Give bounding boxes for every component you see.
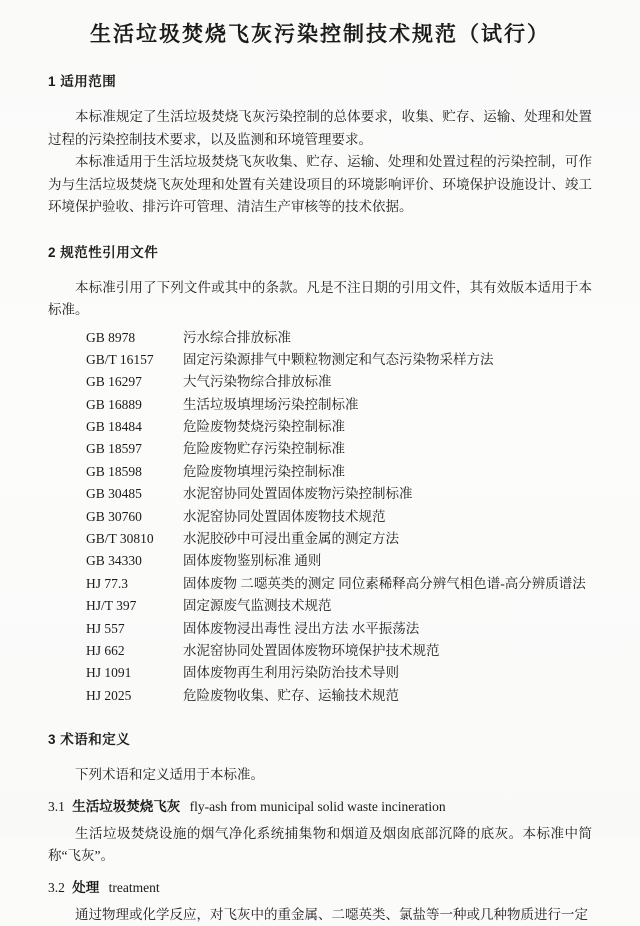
term-chinese: 生活垃圾焚烧飞灰	[72, 798, 181, 814]
section-1-paragraph-1: 本标准规定了生活垃圾焚烧飞灰污染控制的总体要求，收集、贮存、运输、处理和处置过程的污染控制技术要求，以及监测和环境管理要求。	[48, 109, 592, 147]
reference-row	[48, 549, 592, 571]
term-chinese: 处理	[72, 879, 100, 895]
section-1-paragraph-2: 本标准适用于生活垃圾焚烧飞灰收集、贮存、运输、处理和处置过程的污染控制，可作为与生活垃圾焚烧飞灰处理和处置有关建设项目的环境影响评价、环境保护设施设计、竣工环境保护验收、排污许可管理、清洁生产审核等的技术依据。	[48, 154, 592, 214]
reference-code: HJ/T 397	[86, 598, 137, 614]
reference-name: 固体废物 二噁英类的测定 同位素稀释高分辨气相色谱-高分辨质谱法	[183, 575, 586, 591]
reference-name: 危险废物贮存污染控制标准	[183, 441, 345, 457]
reference-name: 固定污染源排气中颗粒物测定和气态污染物采样方法	[183, 351, 494, 367]
reference-row	[48, 639, 592, 661]
reference-row	[48, 482, 592, 504]
reference-name: 危险废物填埋污染控制标准	[183, 463, 345, 479]
term-3-1-definition: 生活垃圾焚烧设施的烟气净化系统捕集物和烟道及烟囱底部沉降的底灰。本标准中简称“飞灰”。	[48, 825, 592, 864]
reference-row	[48, 393, 592, 415]
reference-name: 固体废物再生利用污染防治技术导则	[183, 665, 399, 681]
reference-name: 固定源废气监测技术规范	[183, 598, 332, 614]
term-3-2-definition: 通过物理或化学反应，对飞灰中的重金属、二噁英类、氯盐等一种或几种物质进行一定	[75, 906, 588, 922]
section-2-heading: 2 规范性引用文件	[48, 244, 159, 260]
reference-row	[48, 661, 592, 683]
reference-code: GB/T 30810	[86, 531, 154, 547]
reference-code: GB 8978	[86, 329, 136, 345]
term-3-1-heading	[48, 796, 592, 818]
reference-row	[48, 505, 592, 527]
reference-row	[48, 460, 592, 482]
reference-row	[48, 415, 592, 437]
reference-row	[48, 348, 592, 370]
reference-code: GB 18598	[86, 463, 142, 479]
section-2-paragraph-1: 本标准引用了下列文件或其中的条款。凡是不注日期的引用文件，其有效版本适用于本标准。	[48, 279, 592, 317]
reference-list	[48, 326, 592, 707]
reference-name: 水泥胶砂中可浸出重金属的测定方法	[183, 531, 399, 547]
reference-name: 固体废物浸出毒性 浸出方法 水平振荡法	[183, 620, 420, 636]
reference-row	[48, 594, 592, 616]
reference-name: 危险废物收集、贮存、运输技术规范	[183, 687, 399, 703]
reference-code: GB 30485	[86, 486, 142, 502]
reference-row	[48, 617, 592, 639]
reference-code: HJ 1091	[86, 665, 132, 681]
term-english: fly-ash from municipal solid waste incineration	[189, 798, 446, 814]
reference-code: GB 16297	[86, 374, 142, 390]
reference-code: GB 30760	[86, 508, 142, 524]
section-3-heading: 3 术语和定义	[48, 732, 131, 748]
reference-name: 水泥窑协同处置固体废物污染控制标准	[183, 486, 413, 502]
reference-row	[48, 684, 592, 706]
reference-name: 污水综合排放标准	[183, 329, 291, 345]
reference-name: 固体废物鉴别标准 通则	[183, 553, 322, 569]
reference-name: 生活垃圾填埋场污染控制标准	[183, 396, 359, 412]
reference-row	[48, 527, 592, 549]
section-1-heading: 1 适用范围	[48, 74, 117, 89]
reference-code: GB 34330	[86, 553, 142, 569]
reference-code: GB 16889	[86, 396, 142, 412]
term-english: treatment	[108, 879, 160, 895]
reference-code: HJ 2025	[86, 687, 132, 703]
reference-row	[48, 437, 592, 459]
reference-code: GB/T 16157	[86, 351, 154, 367]
reference-code: GB 18484	[86, 419, 142, 435]
reference-name: 水泥窑协同处置固体废物技术规范	[183, 508, 386, 524]
reference-row	[48, 370, 592, 392]
term-3-2-heading	[48, 877, 592, 899]
term-number: 3.2	[48, 879, 65, 895]
reference-name: 水泥窑协同处置固体废物环境保护技术规范	[183, 642, 440, 658]
reference-code: GB 18597	[86, 441, 142, 457]
reference-code: HJ 557	[86, 620, 125, 636]
reference-row	[48, 572, 592, 594]
reference-name: 危险废物焚烧污染控制标准	[183, 419, 345, 435]
reference-row	[48, 326, 592, 348]
reference-code: HJ 662	[86, 642, 125, 658]
reference-name: 大气污染物综合排放标准	[183, 374, 332, 390]
document-title: 生活垃圾焚烧飞灰污染控制技术规范（试行）	[90, 22, 550, 46]
term-number: 3.1	[48, 798, 65, 814]
section-3-intro: 下列术语和定义适用于本标准。	[75, 767, 264, 783]
reference-code: HJ 77.3	[86, 575, 129, 591]
